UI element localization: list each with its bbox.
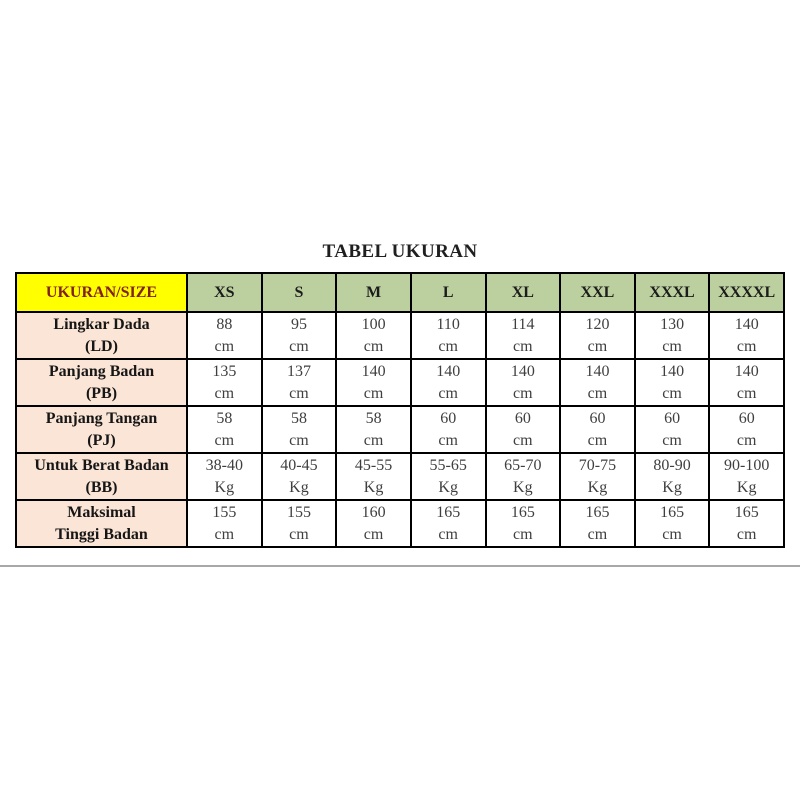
value-cell [709, 359, 784, 406]
cell-unit: Kg [438, 478, 458, 496]
cell-unit: Kg [363, 478, 384, 496]
value-cell [486, 500, 561, 547]
cell-unit: cm [513, 384, 533, 402]
cell-value: 137 [286, 362, 311, 380]
cell-unit: cm [363, 384, 384, 402]
cell-value: 40-45 [280, 456, 318, 474]
value-cell [635, 500, 710, 547]
value-cell [262, 500, 337, 547]
cell-unit: cm [736, 337, 757, 355]
cell-value: 160 [361, 503, 386, 521]
cell-value: 130 [660, 315, 685, 333]
table-row [16, 500, 784, 547]
row-label-line2: Tinggi Badan [55, 525, 148, 543]
cell-value: 110 [436, 315, 460, 333]
cell-unit: cm [363, 337, 384, 355]
value-cell [336, 500, 411, 547]
cell-unit: cm [438, 431, 458, 449]
cell-value: 45-55 [354, 456, 393, 474]
cell-value: 140 [734, 362, 759, 380]
table-body [16, 312, 784, 547]
cell-unit: cm [587, 431, 608, 449]
cell-value: 95 [290, 315, 307, 333]
value-cell [709, 312, 784, 359]
row-label-line2: (LD) [85, 337, 118, 355]
value-cell [486, 406, 561, 453]
table-row [16, 312, 784, 359]
cell-value: 165 [510, 503, 535, 521]
value-cell [187, 359, 262, 406]
row-label-line1: Panjang Tangan [45, 409, 158, 427]
header-size-l: L [411, 273, 486, 312]
cell-unit: cm [289, 337, 309, 355]
cell-unit: Kg [662, 478, 682, 496]
value-cell [635, 359, 710, 406]
row-label [16, 453, 187, 500]
value-cell [560, 312, 635, 359]
cell-unit: cm [662, 525, 682, 543]
cell-value: 165 [585, 503, 610, 521]
table-row [16, 406, 784, 453]
cell-unit: cm [214, 525, 235, 543]
cell-value: 165 [436, 503, 461, 521]
cell-value: 135 [212, 362, 237, 380]
cell-value: 60 [738, 409, 755, 427]
cell-unit: cm [513, 525, 533, 543]
header-size-xs: XS [187, 273, 262, 312]
value-cell [411, 359, 486, 406]
cell-unit: cm [513, 337, 533, 355]
value-cell [486, 312, 561, 359]
value-cell [635, 406, 710, 453]
row-label-line1: Lingkar Dada [53, 315, 150, 333]
cell-value: 165 [734, 503, 759, 521]
cell-unit: cm [438, 384, 458, 402]
row-label-line2: (PB) [85, 384, 118, 402]
cell-value: 60 [664, 409, 681, 427]
header-size-xxxxl: XXXXL [709, 273, 784, 312]
cell-unit: Kg [513, 478, 533, 496]
value-cell [187, 453, 262, 500]
cell-value: 140 [436, 362, 461, 380]
value-cell [336, 312, 411, 359]
value-cell [411, 312, 486, 359]
value-cell [486, 453, 561, 500]
cell-value: 60 [514, 409, 531, 427]
cell-value: 58 [365, 409, 382, 427]
value-cell [336, 406, 411, 453]
cell-value: 60 [589, 409, 606, 427]
value-cell [336, 453, 411, 500]
cell-unit: cm [289, 431, 309, 449]
value-cell [709, 453, 784, 500]
cell-value: 140 [361, 362, 386, 380]
header-ukuran-size: UKURAN/SIZE [16, 273, 187, 312]
cell-unit: Kg [736, 478, 757, 496]
cell-unit: cm [736, 384, 757, 402]
cell-unit: cm [214, 384, 235, 402]
cell-unit: Kg [587, 478, 608, 496]
cell-value: 155 [212, 503, 237, 521]
cell-unit: cm [736, 431, 757, 449]
value-cell [262, 453, 337, 500]
cell-unit: cm [438, 525, 458, 543]
table-row [16, 453, 784, 500]
value-cell [187, 312, 262, 359]
cell-value: 140 [510, 362, 535, 380]
row-label-line1: Untuk Berat Badan [34, 456, 169, 474]
cell-value: 100 [361, 315, 386, 333]
size-table [15, 272, 785, 548]
cell-value: 90-100 [724, 456, 770, 474]
value-cell [262, 406, 337, 453]
table-header-row [16, 273, 784, 312]
cell-value: 60 [440, 409, 457, 427]
cell-unit: cm [289, 384, 309, 402]
cell-value: 155 [286, 503, 311, 521]
cell-value: 80-90 [653, 456, 691, 474]
cell-unit: cm [587, 384, 608, 402]
cell-unit: cm [587, 525, 608, 543]
cell-unit: cm [662, 337, 682, 355]
value-cell [560, 500, 635, 547]
cell-unit: Kg [214, 478, 235, 496]
header-size-xxxl: XXXL [635, 273, 710, 312]
row-label-line1: Maksimal [67, 503, 136, 521]
header-size-xl: XL [486, 273, 561, 312]
cell-unit: cm [214, 337, 235, 355]
cell-value: 70-75 [578, 456, 617, 474]
value-cell [187, 500, 262, 547]
cell-unit: cm [214, 431, 235, 449]
value-cell [635, 312, 710, 359]
page-title: TABEL UKURAN [322, 241, 478, 262]
value-cell [486, 359, 561, 406]
value-cell [411, 500, 486, 547]
cell-unit: cm [587, 337, 608, 355]
row-label-line1: Panjang Badan [48, 362, 155, 380]
row-label-line2: (BB) [85, 478, 118, 496]
cell-unit: cm [363, 431, 384, 449]
cell-value: 120 [585, 315, 610, 333]
header-size-s: S [262, 273, 337, 312]
cell-value: 58 [216, 409, 233, 427]
divider-line [0, 565, 800, 567]
cell-value: 140 [734, 315, 759, 333]
header-size-m: M [336, 273, 411, 312]
row-label [16, 359, 187, 406]
cell-unit: cm [662, 431, 682, 449]
value-cell [560, 453, 635, 500]
cell-value: 88 [216, 315, 233, 333]
row-label [16, 406, 187, 453]
cell-unit: cm [736, 525, 757, 543]
value-cell [709, 500, 784, 547]
cell-value: 55-65 [429, 456, 467, 474]
value-cell [635, 453, 710, 500]
cell-value: 140 [660, 362, 685, 380]
cell-unit: Kg [289, 478, 309, 496]
value-cell [262, 359, 337, 406]
cell-value: 165 [660, 503, 685, 521]
cell-unit: cm [289, 525, 309, 543]
row-label [16, 500, 187, 547]
value-cell [336, 359, 411, 406]
value-cell [262, 312, 337, 359]
cell-value: 65-70 [504, 456, 542, 474]
table-row [16, 359, 784, 406]
value-cell [411, 453, 486, 500]
cell-value: 140 [585, 362, 610, 380]
cell-unit: cm [363, 525, 384, 543]
cell-value: 114 [511, 315, 535, 333]
cell-value: 38-40 [205, 456, 243, 474]
value-cell [187, 406, 262, 453]
cell-unit: cm [513, 431, 533, 449]
row-label-line2: (PJ) [87, 431, 116, 449]
value-cell [560, 359, 635, 406]
cell-unit: cm [662, 384, 682, 402]
value-cell [411, 406, 486, 453]
cell-value: 58 [290, 409, 307, 427]
header-size-xxl: XXL [560, 273, 635, 312]
cell-unit: cm [438, 337, 458, 355]
value-cell [709, 406, 784, 453]
value-cell [560, 406, 635, 453]
row-label [16, 312, 187, 359]
